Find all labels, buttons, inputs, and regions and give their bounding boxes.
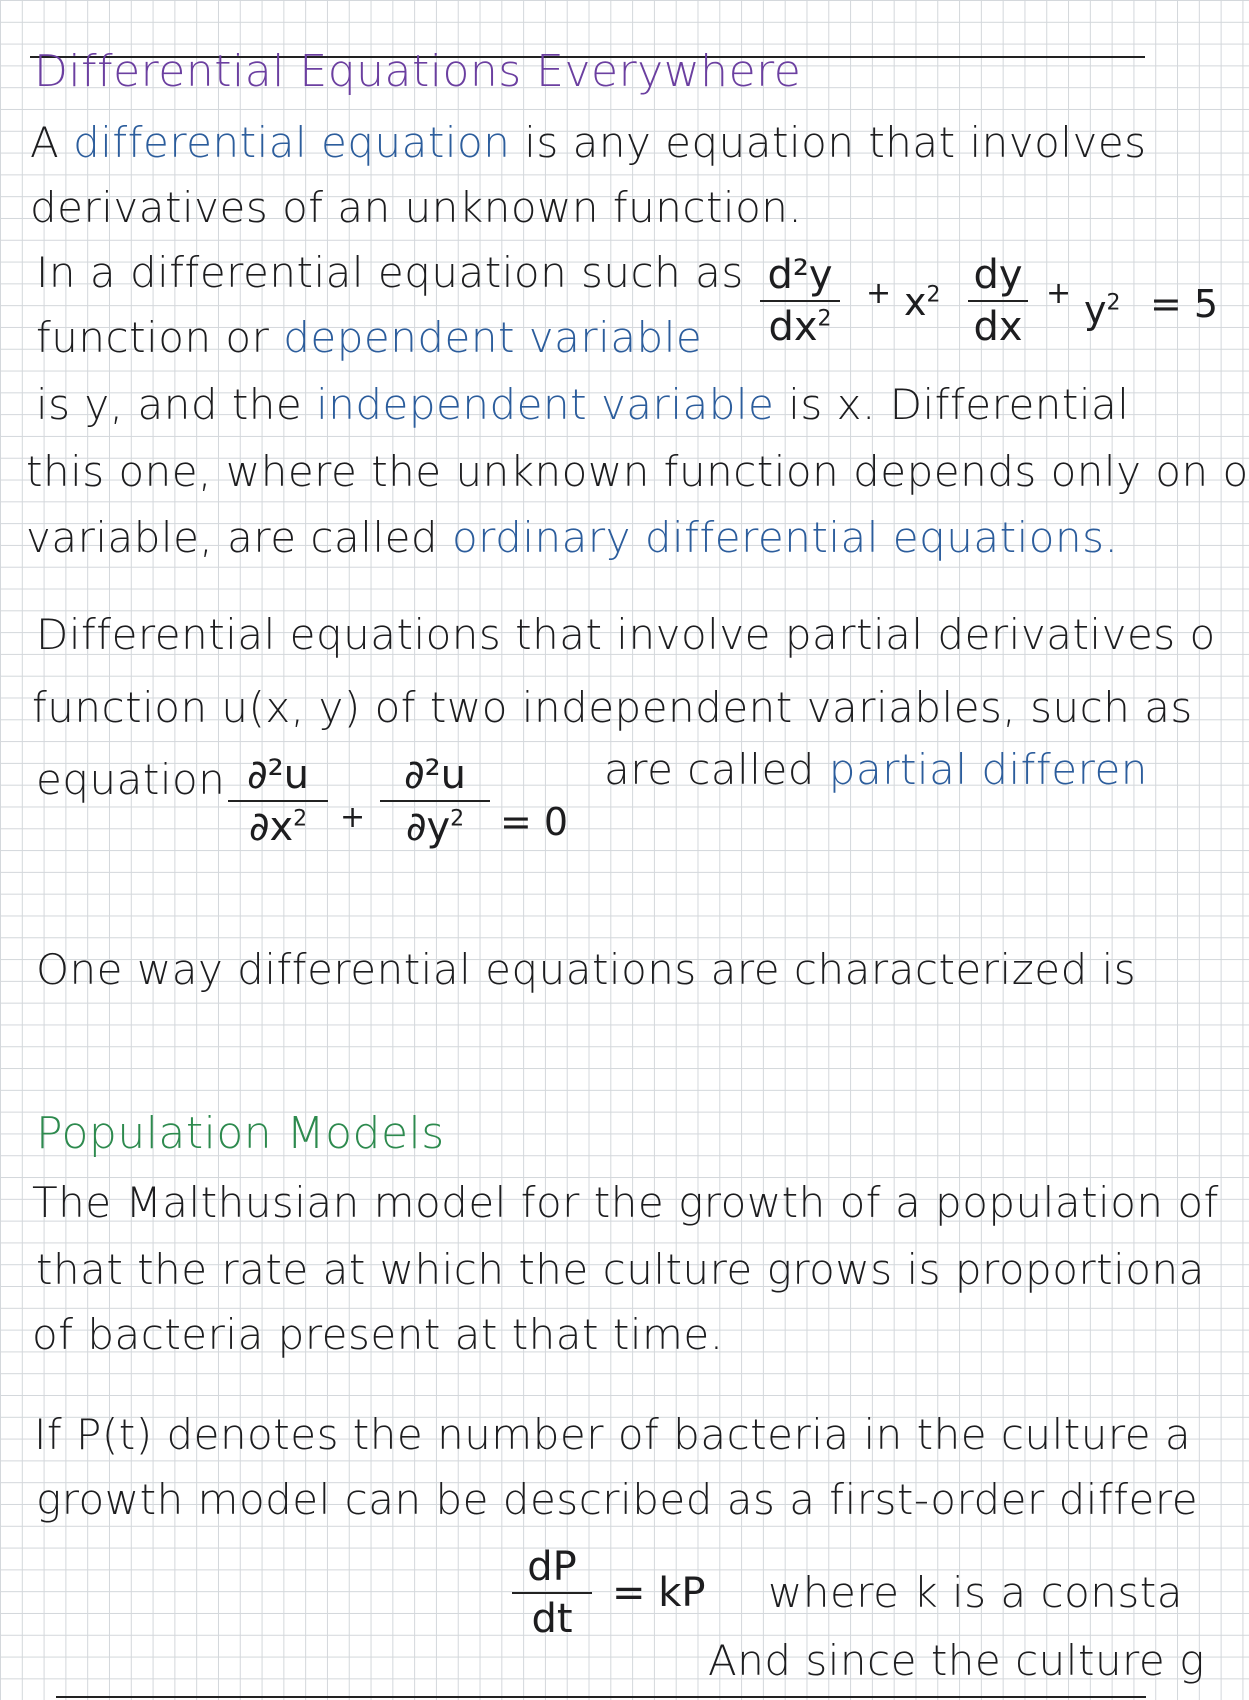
numerator: ∂²u bbox=[403, 752, 467, 798]
ode-plus-2: + bbox=[1046, 276, 1072, 311]
pde-line-3-post bbox=[604, 745, 1148, 794]
ode-fraction-dy-dx bbox=[968, 252, 1028, 350]
text: is any equation that involves bbox=[510, 118, 1147, 167]
numerator: dP bbox=[527, 1544, 577, 1590]
text: y bbox=[1084, 288, 1107, 332]
intro-line-7 bbox=[26, 513, 1118, 562]
population-fraction-dp-dt bbox=[512, 1544, 592, 1642]
bottom-rule bbox=[56, 1696, 1146, 1698]
term-ode: ordinary differential equations. bbox=[451, 513, 1119, 562]
numerator: d²y bbox=[767, 252, 833, 298]
term-differential-equation: differential equation bbox=[73, 118, 511, 167]
text: ∂x bbox=[248, 804, 294, 850]
exponent: 2 bbox=[817, 306, 832, 332]
population-line-5: growth model can be described as a first-order differe bbox=[36, 1475, 1199, 1524]
intro-line-6: this one, where the unknown function depends only on o bbox=[26, 447, 1249, 496]
denominator bbox=[760, 304, 840, 350]
ode-fraction-d2y-dx2 bbox=[760, 252, 840, 350]
pde-fraction-y bbox=[380, 752, 490, 850]
population-line-3: of bacteria present at that time. bbox=[32, 1310, 724, 1359]
population-equation-rhs: = kP bbox=[612, 1570, 706, 1616]
characterized-line: One way differential equations are characterized is bbox=[36, 945, 1137, 994]
exponent: 2 bbox=[1106, 290, 1121, 316]
pde-line-2: function u(x, y) of two independent variables, such as bbox=[32, 683, 1193, 732]
pde-line-1: Differential equations that involve partial derivatives o bbox=[36, 610, 1216, 659]
denominator bbox=[228, 804, 328, 850]
intro-line-3: In a differential equation such as bbox=[36, 248, 744, 297]
section-title-population: Population Models bbox=[36, 1108, 445, 1159]
denominator bbox=[380, 804, 490, 850]
text: dx bbox=[768, 304, 818, 350]
text: is y, and the bbox=[36, 380, 317, 429]
text: are called bbox=[604, 745, 829, 794]
numerator: ∂²u bbox=[246, 752, 310, 798]
ode-plus-1: + bbox=[866, 276, 892, 311]
population-where: where k is a consta bbox=[768, 1568, 1184, 1617]
ode-equals-5: = 5 bbox=[1150, 282, 1219, 326]
fraction-bar bbox=[968, 300, 1028, 302]
fraction-bar bbox=[760, 300, 840, 302]
fraction-bar bbox=[512, 1592, 592, 1594]
intro-line-4 bbox=[36, 313, 702, 362]
term-independent-variable: independent variable bbox=[316, 380, 775, 429]
denominator: dt bbox=[531, 1596, 573, 1642]
section-title-intro: Differential Equations Everywhere bbox=[34, 46, 802, 97]
ode-y-squared bbox=[1084, 288, 1121, 332]
text: variable, are called bbox=[26, 513, 452, 562]
ode-x-squared bbox=[904, 280, 941, 324]
pde-equals-0: = 0 bbox=[500, 800, 569, 844]
text: function or bbox=[36, 313, 284, 362]
text: A bbox=[30, 118, 74, 167]
population-since: And since the culture g bbox=[708, 1636, 1205, 1685]
pde-line-3-pre: equation bbox=[36, 755, 226, 804]
numerator: dy bbox=[973, 252, 1023, 298]
exponent: 2 bbox=[450, 806, 465, 832]
intro-line-1 bbox=[30, 118, 1147, 167]
intro-line-5 bbox=[36, 380, 1129, 429]
text: x bbox=[904, 280, 927, 324]
pde-plus: + bbox=[340, 800, 366, 835]
denominator: dx bbox=[973, 304, 1023, 350]
population-line-4: If P(t) denotes the number of bacteria in the culture a bbox=[34, 1410, 1192, 1459]
term-dependent-variable: dependent variable bbox=[283, 313, 703, 362]
fraction-bar bbox=[380, 800, 490, 802]
text: ∂y bbox=[405, 804, 451, 850]
pde-fraction-x bbox=[228, 752, 328, 850]
fraction-bar bbox=[228, 800, 328, 802]
term-pde: partial differen bbox=[828, 745, 1148, 794]
text: is x. Differential bbox=[774, 380, 1130, 429]
population-line-2: that the rate at which the culture grows is proportiona bbox=[36, 1245, 1205, 1294]
population-line-1: The Malthusian model for the growth of a population of bbox=[32, 1178, 1219, 1227]
exponent: 2 bbox=[926, 282, 941, 308]
intro-line-2: derivatives of an unknown function. bbox=[30, 183, 803, 232]
exponent: 2 bbox=[293, 806, 308, 832]
